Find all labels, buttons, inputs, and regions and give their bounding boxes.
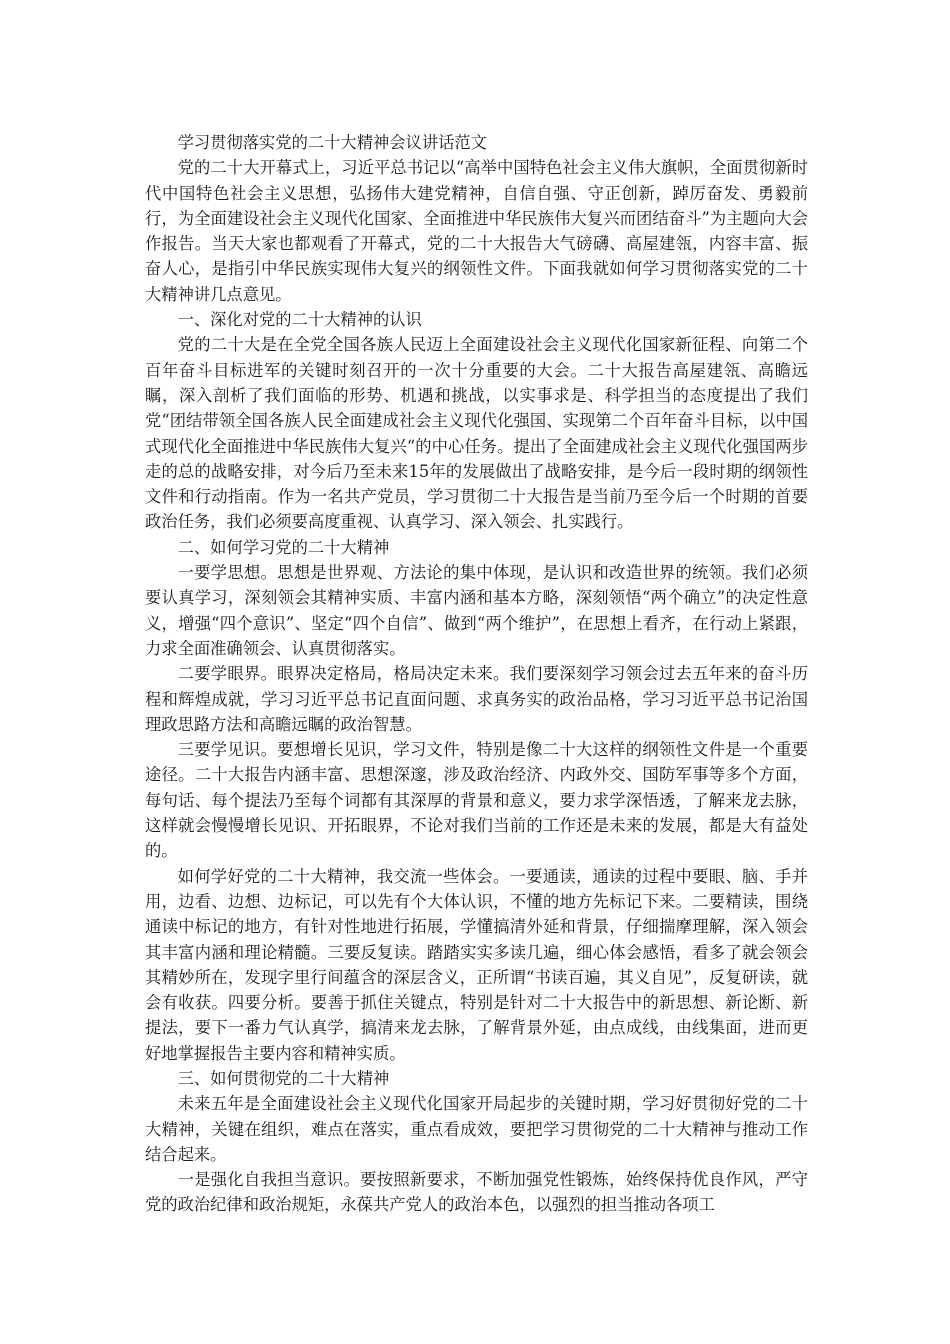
paragraph-learn-vision: 二要学眼界。眼界决定格局，格局决定未来。我们要深刻学习领会过去五年来的奋斗历程和辉煌成就，学习习近平总书记直面问题、求真务实的政治品格，学习习近平总书记治国理政思路方法和高瞻远瞩的政治智慧。	[145, 664, 808, 734]
document-title: 学习贯彻落实党的二十大精神会议讲话范文	[177, 133, 487, 152]
paragraph-learn-thought: 一要学思想。思想是世界观、方法论的集中体现，是认识和改造世界的统领。我们必须要认真学习，深刻领会其精神实质、丰富内涵和基本方略，深刻领悟“两个确立”的决定性意义，增强“四个意识”、坚定“四个自信”、做到“两个维护”，在思想上看齐，在行动上紧跟，力求全面准确领会、认真贯彻落实。	[145, 563, 808, 658]
paragraph-section-3: 未来五年是全面建设社会主义现代化国家开局起步的关键时期，学习好贯彻好党的二十大精神，关键在组织，难点在落实，重点看成效，要把学习贯彻党的二十大精神与推动工作结合起来。	[145, 1094, 808, 1164]
section-heading-2: 二、如何学习党的二十大精神	[177, 537, 390, 557]
section-heading-3: 三、如何贯彻党的二十大精神	[177, 1068, 390, 1088]
paragraph-responsibility: 一是强化自我担当意识。要按照新要求，不断加强党性锻炼，始终保持优良作风，严守党的政治纪律和政治规矩，永葆共产党人的政治本色，以强烈的担当推动各项工	[145, 1170, 808, 1215]
paragraph-intro: 党的二十大开幕式上，习近平总书记以“高举中国特色社会主义伟大旗帜，全面贯彻新时代中国特色社会主义思想，弘扬伟大建党精神，自信自强、守正创新，踔厉奋发、勇毅前行，为全面建设社会主义现代化国家、全面推进中华民族伟大复兴而团结奋斗”为主题向大会作报告。当天大家也都观看了开幕式，党的二十大报告大气磅礴、高屋建瓴，内容丰富、振奋人心，是指引中华民族实现伟大复兴的纲领性文件。下面我就如何学习贯彻落实党的二十大精神讲几点意见。	[145, 158, 808, 304]
paragraph-section-1: 党的二十大是在全党全国各族人民迈上全面建设社会主义现代化国家新征程、向第二个百年奋斗目标进军的关键时刻召开的一次十分重要的大会。二十大报告高屋建瓴、高瞻远瞩，深入剖析了我们面临的形势、机遇和挑战，以实事求是、科学担当的态度提出了我们党“团结带领全国各族人民全面建成社会主义现代化强国、实现第二个百年奋斗目标，以中国式现代化全面推进中华民族伟大复兴“的中心任务。提出了全面建成社会主义现代化强国两步走的总的战略安排，对今后乃至未来15年的发展做出了战略安排，是今后一段时期的纲领性文件和行动指南。作为一名共产党员，学习贯彻二十大报告是当前乃至今后一个时期的首要政治任务，我们必须要高度重视、认真学习、深入领会、扎实践行。	[145, 335, 808, 532]
paragraph-study-methods: 如何学好党的二十大精神，我交流一些体会。一要通读，通读的过程中要眼、脑、手并用，边看、边想、边标记，可以先有个大体认识，不懂的地方先标记下来。二要精读，围绕通读中标记的地方，有针对性地进行拓展，学懂搞清外延和背景，仔细揣摩理解，深入领会其丰富内涵和理论精髓。三要反复读。踏踏实实多读几遍，细心体会感悟，看多了就会领会其精妙所在，发现字里行间蕴含的深层含义，正所谓“书读百遍，其义自见”，反复研读，就会有收获。四要分析。要善于抓住关键点，特别是针对二十大报告中的新思想、新论断、新提法，要下一番力气认真学，搞清来龙去脉，了解背景外延，由点成线，由线集面，进而更好地掌握报告主要内容和精神实质。	[145, 866, 808, 1063]
section-heading-1: 一、深化对党的二十大精神的认识	[177, 310, 422, 330]
paragraph-learn-insight: 三要学见识。要想增长见识，学习文件，特别是像二十大这样的纲领性文件是一个重要途径。二十大报告内涵丰富、思想深邃，涉及政治经济、内政外交、国防军事等多个方面，每句话、每个提法乃至每个词都有其深厚的背景和意义，要力求学深悟透，了解来龙去脉，这样就会慢慢增长见识、开拓眼界，不论对我们当前的工作还是未来的发展，都是大有益处的。	[145, 740, 808, 861]
document-body	[145, 130, 808, 1218]
